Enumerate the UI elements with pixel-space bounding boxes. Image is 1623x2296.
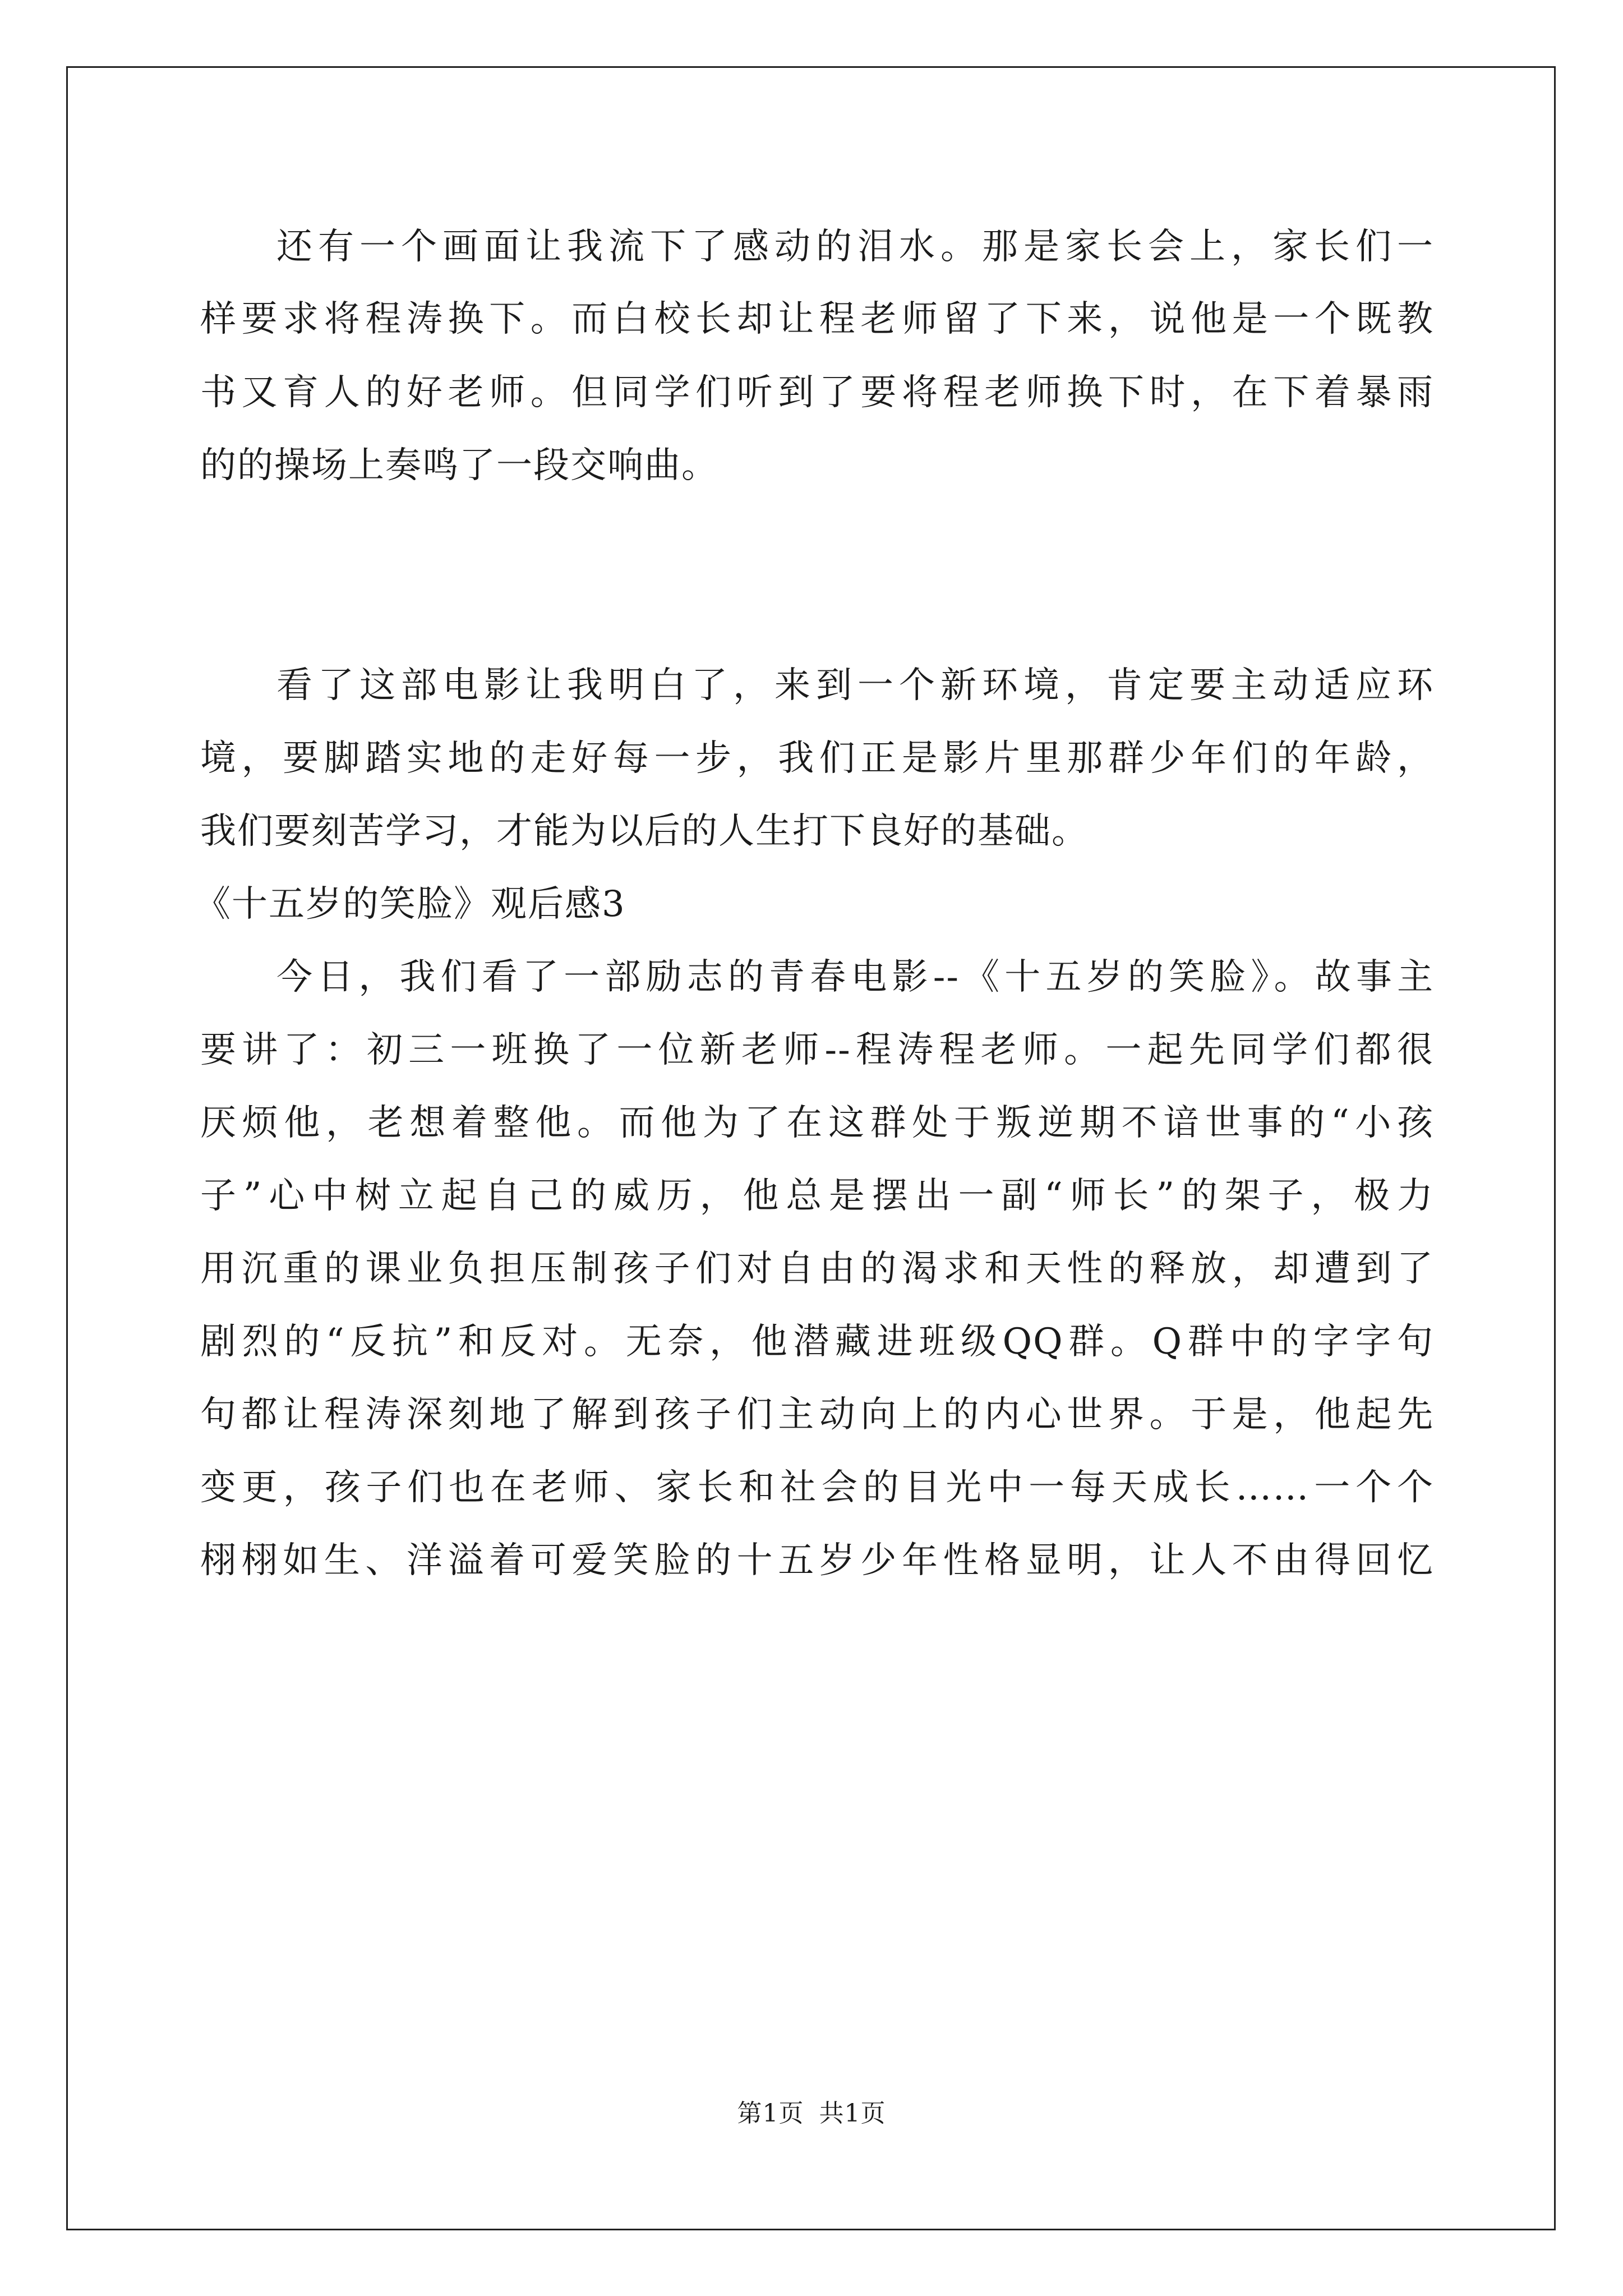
paragraph-3-line-1: 今日，我们看了一部励志的青春电影--《十五岁的笑脸》。故事主 — [276, 956, 1434, 998]
paragraph-3-line-8: 变更，孩子们也在老师、家长和社会的目光中一每天成长……一个个 — [200, 1467, 1434, 1508]
paragraph-3-line-9: 栩栩如生、洋溢着可爱笑脸的十五岁少年性格显明，让人不由得回忆 — [200, 1540, 1434, 1581]
page-number-current: 第1页 — [737, 2099, 804, 2128]
paragraph-3-line-3: 厌烦他，老想着整他。而他为了在这群处于叛逆期不谙世事的“小孩 — [200, 1102, 1434, 1144]
paragraph-3-line-5: 用沉重的课业负担压制孩子们对自由的渴求和天性的释放，却遭到了 — [200, 1248, 1434, 1290]
paragraph-3-line-7: 句都让程涛深刻地了解到孩子们主动向上的内心世界。于是，他起先 — [200, 1394, 1434, 1435]
paragraph-3-line-2: 要讲了：初三一班换了一位新老师--程涛程老师。一起先同学们都很 — [200, 1029, 1434, 1071]
paragraph-2-line-3: 我们要刻苦学习，才能为以后的人生打下良好的基础。 — [200, 811, 1089, 852]
paragraph-2-line-2: 境，要脚踏实地的走好每一步，我们正是影片里那群少年们的年龄， — [200, 738, 1434, 779]
paragraph-2-line-1: 看了这部电影让我明白了，来到一个新环境，肯定要主动适应环 — [276, 665, 1434, 706]
page-number-total: 共1页 — [819, 2099, 886, 2128]
paragraph-3-line-6: 剧烈的“反抗”和反对。无奈，他潜藏进班级QQ群。Q群中的字字句 — [200, 1321, 1434, 1363]
paragraph-1-line-4: 的的操场上奏鸣了一段交响曲。 — [200, 445, 718, 486]
page-footer — [0, 2098, 1623, 2129]
paragraph-3-line-4: 子”心中树立起自己的威历，他总是摆出一副“师长”的架子，极力 — [200, 1175, 1434, 1217]
paragraph-1-line-3: 书又育人的好老师。但同学们听到了要将程老师换下时，在下着暴雨 — [200, 372, 1434, 413]
paragraph-1-line-1: 还有一个画面让我流下了感动的泪水。那是家长会上，家长们一 — [276, 226, 1434, 268]
section-heading: 《十五岁的笑脸》观后感3 — [195, 884, 626, 925]
paragraph-1-line-2: 样要求将程涛换下。而白校长却让程老师留了下来，说他是一个既教 — [200, 298, 1434, 340]
